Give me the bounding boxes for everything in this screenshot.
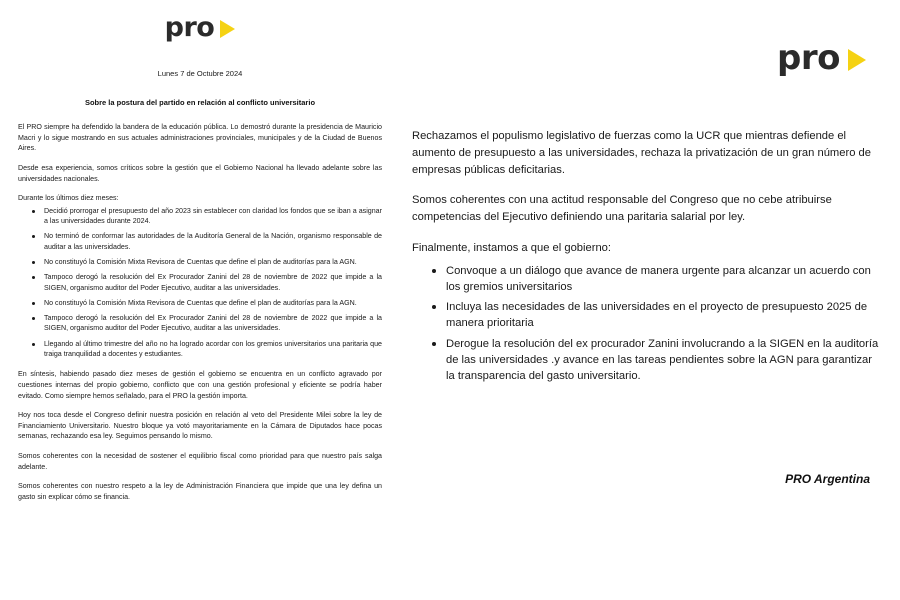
play-triangle-icon	[848, 49, 866, 71]
paragraph-7: Somos coherentes con nuestro respeto a la ley de Administración Financiera que impide que una ley defina un gasto sin explicar cómo se financia.	[18, 482, 382, 501]
paragraph-3: Durante los últimos diez meses:	[18, 194, 119, 203]
page-1-bullet-list	[18, 206, 382, 359]
list-item: Derogue la resolución del ex procurador Zanini involucrando a la SIGEN en la auditoría de las universidades .y avance en las tareas pendientes sobre la AGN para garantizar la transparencia del gasto universitario.	[446, 336, 882, 385]
paragraph-1: Rechazamos el populismo legislativo de fuerzas como la UCR que mientras defiende el aumento de presupuesto a las universidades, rechaza la privatización de un gran número de empresas públicas deficitarias.	[412, 130, 871, 176]
document-page-1	[0, 0, 400, 600]
pro-logo-page-1	[0, 12, 400, 43]
page-1-body	[18, 122, 382, 512]
list-item: Tampoco derogó la resolución del Ex Procurador Zanini del 28 de noviembre de 2022 que impide a la SIGEN, organismo auditor del Poder Ejecutivo, auditar a las universidades.	[44, 314, 382, 333]
paragraph-2: Somos coherentes con una actitud responsable del Congreso que no cebe atribuirse competencias del Ejecutivo definiendo una paritaria salarial por ley.	[412, 194, 832, 224]
list-item: No constituyó la Comisión Mixta Revisora de Cuentas que define el plan de auditorías para la AGN.	[44, 298, 382, 308]
list-item: Decidió prorrogar el presupuesto del año 2023 sin establecer con claridad los fondos que se iban a asignar a las universidades durante 2024.	[44, 206, 382, 226]
list-item: No terminó de conformar las autoridades de la Auditoría General de la Nación, organismo responsable de auditar a las universidades.	[44, 232, 382, 251]
pro-logo-page-2	[777, 38, 866, 78]
pro-logo-text: pro	[164, 12, 215, 43]
pro-logo-text: pro	[777, 38, 840, 78]
paragraph-6: Somos coherentes con la necesidad de sostener el equilibrio fiscal como prioridad para que nuestro país salga adelante.	[18, 452, 382, 471]
list-item: Tampoco derogó la resolución del Ex Procurador Zanini del 28 de noviembre de 2022 que impide a la SIGEN, organismo auditor del Poder Ejecutivo, auditar a las universidades.	[44, 273, 382, 292]
document-page-2	[400, 0, 900, 600]
list-item: Llegando al último trimestre del año no ha logrado acordar con los gremios universitarios una paritaria que traiga tranquilidad a docentes y estudiantes.	[44, 339, 382, 358]
signature: PRO Argentina	[785, 472, 870, 486]
paragraph-4: En síntesis, habiendo pasado diez meses de gestión el gobierno se encuentra en un conflicto agravado por cuestiones internas del propio gobierno, conflicto que con una gestión profesional y eficiente se podría haber evitado. Como siempre hemos señalado, para el PRO la gestión importa.	[18, 370, 382, 400]
page-2-bullet-list	[412, 263, 882, 385]
list-item: No constituyó la Comisión Mixta Revisora de Cuentas que define el plan de auditorías para la AGN.	[44, 257, 382, 267]
page-title: Sobre la postura del partido en relación al conflicto universitario	[84, 98, 316, 107]
list-item: Incluya las necesidades de las universidades en el proyecto de presupuesto 2025 de manera prioritaria	[446, 299, 882, 331]
paragraph-3: Finalmente, instamos a que el gobierno:	[412, 241, 612, 254]
play-triangle-icon	[220, 20, 235, 38]
list-item: Convoque a un diálogo que avance de manera urgente para alcanzar un acuerdo con los gremios universitarios	[446, 263, 882, 295]
paragraph-1: El PRO siempre ha defendido la bandera de la educación pública. Lo demostró durante la presidencia de Mauricio Macri y lo sigue mostrando en sus actuales administraciones provinciales, municipales y de la Ciudad de Buenos Aires.	[18, 123, 382, 153]
paragraph-5: Hoy nos toca desde el Congreso definir nuestra posición en relación al veto del Presidente Milei sobre la ley de Financiamiento Universitario. Nuestro bloque ya votó mayoritariamente en la Cámara de Diputados hace pocas semanas, rechazando esa ley. Seguimos pensando lo mismo.	[18, 411, 382, 441]
paragraph-2: Desde esa experiencia, somos críticos sobre la gestión que el Gobierno Nacional ha llevado adelante sobre las universidades nacionales.	[18, 163, 382, 183]
page-2-body	[412, 128, 882, 388]
document-date: Lunes 7 de Octubre 2024	[157, 69, 243, 78]
